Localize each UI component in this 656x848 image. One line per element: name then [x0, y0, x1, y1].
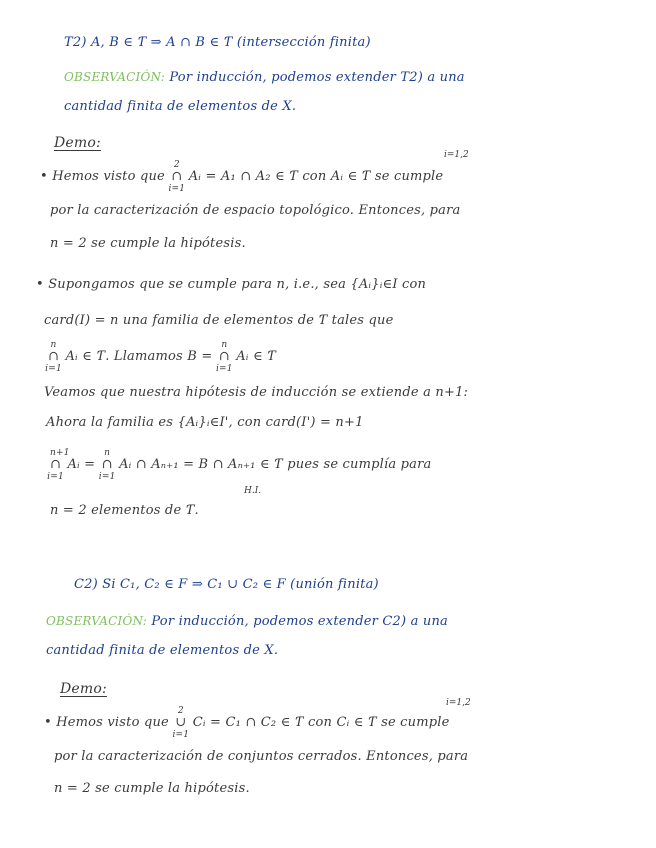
big-intersection-symbol: 2 ∩ i=1	[168, 160, 186, 194]
t2-p2-line-6-text-d: = B ∩ Aₙ₊₁ ∈ Ƭ pues se cumplía para	[183, 457, 432, 472]
t2-p2-line-6-text-c: Aᵢ ∩ Aₙ₊₁	[119, 457, 179, 472]
c2-p1-line-1	[44, 706, 450, 740]
t2-observation-label: OBSERVACIÓN:	[64, 70, 166, 84]
big-intersection-symbol: n+1 ∩ i=1	[47, 448, 70, 482]
t2-demo-label: Demo:	[54, 135, 101, 151]
c2-observation-text-1: Por inducción, podemos extender C2) a una	[151, 614, 448, 629]
t2-p1-line-3: n = 2 se cumple la hipótesis.	[50, 236, 246, 251]
t2-induction-hypothesis-note: H.I.	[244, 486, 262, 496]
t2-p2-line-3-text-c: Aᵢ ∈ Ƭ	[236, 349, 276, 364]
t2-index-note: i=1,2	[444, 150, 469, 160]
t2-p2-line-2: card(I) = n una familia de elementos de Ƭ tales que	[44, 313, 394, 328]
t2-statement: T2) A, B ∈ Ƭ ⇒ A ∩ B ∈ Ƭ (intersección finita)	[64, 35, 371, 50]
big-union-symbol: 2 ∪ i=1	[172, 706, 190, 740]
big-intersection-symbol: n ∩ i=1	[45, 340, 62, 374]
t2-observation-line-1	[64, 68, 465, 87]
big-intersection-symbol: n ∩ i=1	[98, 448, 116, 482]
t2-p1-line-2: por la caracterización de espacio topológico. Entonces, para	[50, 203, 461, 218]
t2-p1-text-a: • Hemos visto que	[40, 169, 165, 184]
t2-p2-line-5: Ahora la familia es {Aᵢ}ᵢ∈I', con card(I') = n+1	[46, 415, 364, 430]
c2-index-note: i=1,2	[446, 698, 471, 708]
t2-p1-line-1	[40, 160, 444, 194]
t2-p2-line-3-text: Aᵢ ∈ Ƭ. Llamamos B =	[65, 349, 213, 364]
t2-p2-line-4: Veamos que nuestra hipótesis de inducción se extiende a n+1:	[44, 385, 469, 400]
c2-demo-label: Demo:	[60, 681, 107, 697]
t2-p1-text-c: Aᵢ ∈ Ƭ se cumple	[330, 169, 444, 184]
c2-observation-line-1	[46, 612, 448, 631]
t2-observation-text-1: Por inducción, podemos extender T2) a una	[169, 70, 465, 85]
c2-observation-label: OBSERVACIÓN:	[46, 614, 148, 628]
c2-p1-text-b: Cᵢ = C₁ ∩ C₂ ∈ Ƭ con	[192, 715, 333, 730]
t2-observation-text-2: cantidad finita de elementos de X.	[64, 99, 297, 114]
t2-p2-line-6-text-b: Aᵢ =	[67, 457, 96, 472]
c2-p1-line-3: n = 2 se cumple la hipótesis.	[54, 781, 250, 796]
t2-p2-line-3	[45, 340, 276, 374]
c2-observation-text-2: cantidad finita de elementos de X.	[46, 643, 279, 658]
t2-p2-line-7: n = 2 elementos de Ƭ.	[50, 503, 199, 518]
c2-p1-text-c: Cᵢ ∈ Ƭ se cumple	[336, 715, 450, 730]
t2-p2-line-6	[47, 448, 432, 482]
big-intersection-symbol: n ∩ i=1	[215, 340, 233, 374]
c2-statement: C2) Si C₁, C₂ ∈ F ⇒ C₁ ∪ C₂ ∈ F (unión finita)	[74, 577, 379, 592]
t2-p2-line-1: • Supongamos que se cumple para n, i.e., sea {Aᵢ}ᵢ∈I con	[36, 277, 427, 292]
c2-p1-line-2: por la caracterización de conjuntos cerrados. Entonces, para	[54, 749, 469, 764]
c2-p1-text-a: • Hemos visto que	[44, 715, 169, 730]
t2-p1-text-b: Aᵢ = A₁ ∩ A₂ ∈ Ƭ con	[188, 169, 327, 184]
